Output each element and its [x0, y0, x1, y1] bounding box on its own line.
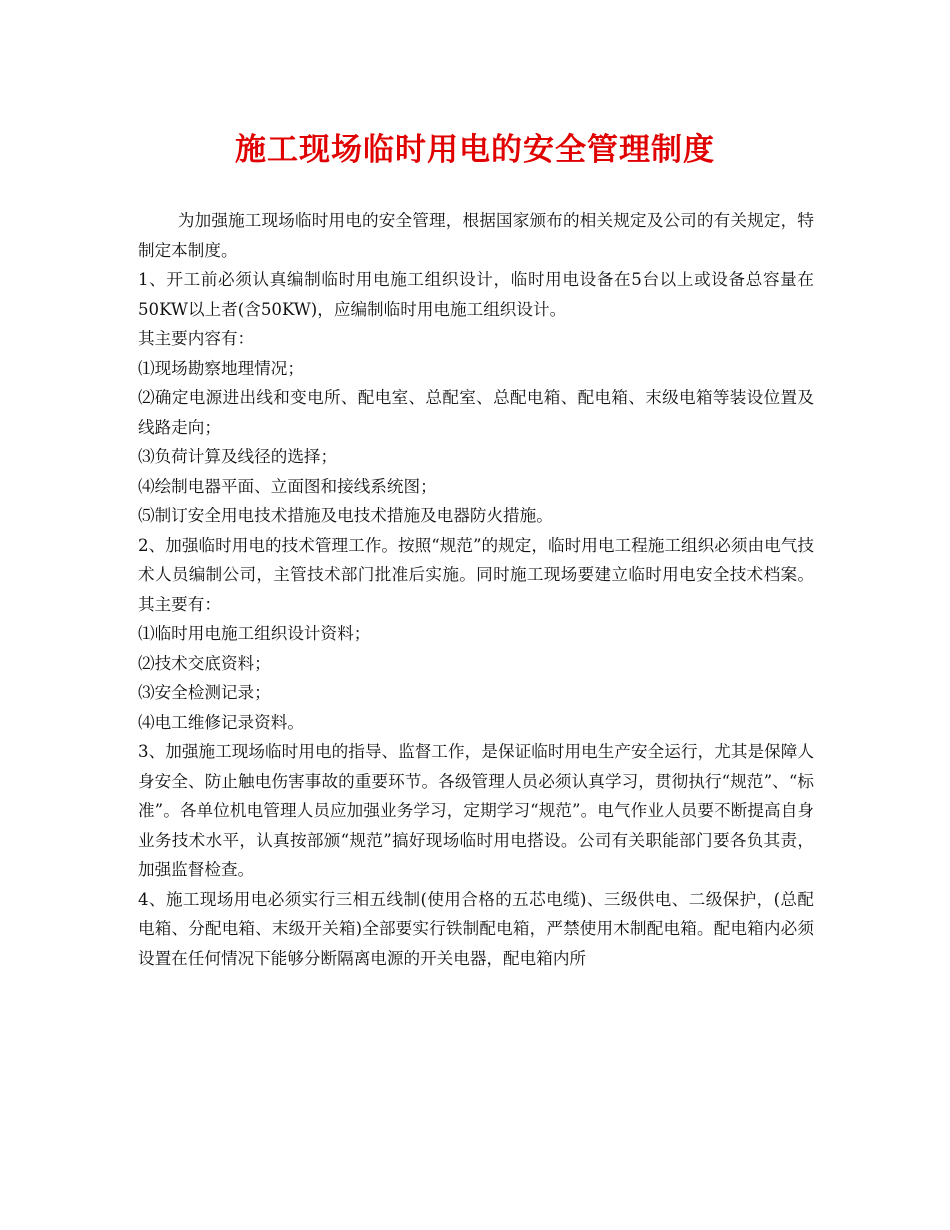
- clause-2-paragraph: 2、加强临时用电的技术管理工作。按照“规范”的规定，临时用电工程施工组织必须由电气技术人员编制公司，主管技术部门批准后实施。同时施工现场要建立临时用电安全技术档案。其主要有：: [138, 535, 814, 614]
- clause-2-item-4: ⑷电工维修记录资料。: [138, 712, 304, 732]
- clause-1-contents-heading: 其主要内容有：: [138, 329, 255, 348]
- document-title: 施工现场临时用电的安全管理制度: [235, 132, 715, 168]
- clause-1-item-4: ⑷绘制电器平面、立面图和接线系统图；: [138, 476, 437, 496]
- clause-4-paragraph: 4、施工现场用电必须实行三相五线制(使用合格的五芯电缆)、三级供电、二级保护，(总配电箱、分配电箱、末级开关箱)全部要实行铁制配电箱，严禁使用木制配电箱。配电箱内必须设置在任何情况下能够分断隔离电源的开关电器，配电箱内所: [138, 889, 814, 968]
- clause-2-item-3: ⑶安全检测记录；: [138, 683, 271, 702]
- clause-2-item-1: ⑴临时用电施工组织设计资料；: [138, 624, 371, 643]
- clause-2-item-2: ⑵技术交底资料；: [138, 653, 271, 673]
- intro-paragraph: 为加强施工现场临时用电的安全管理，根据国家颁布的相关规定及公司的有关规定，特制定本制度。: [138, 211, 814, 260]
- clause-1-paragraph: 1、开工前必须认真编制临时用电施工组织设计，临时用电设备在5台以上或设备总容量在50KW以上者(含50KW)，应编制临时用电施工组织设计。: [138, 270, 814, 319]
- document-body: [138, 206, 814, 973]
- clause-3-paragraph: 3、加强施工现场临时用电的指导、监督工作，是保证临时用电生产安全运行，尤其是保障人身安全、防止触电伤害事故的重要环节。各级管理人员必须认真学习，贯彻执行“规范”、“标准”。各单位机电管理人员应加强业务学习，定期学习“规范”。电气作业人员要不断提高自身业务技术水平，认真按部颁“规范”搞好现场临时用电搭设。公司有关职能部门要各负其责，加强监督检查。: [138, 742, 814, 879]
- clause-1-item-3: ⑶负荷计算及线径的选择；: [138, 447, 338, 466]
- clause-1-item-1: ⑴现场勘察地理情况；: [138, 358, 304, 378]
- clause-1-item-2: ⑵确定电源进出线和变电所、配电室、总配室、总配电箱、配电箱、末级电箱等装设位置及线路走向；: [138, 388, 814, 437]
- clause-1-item-5: ⑸制订安全用电技术措施及电技术措施及电器防火措施。: [138, 506, 553, 525]
